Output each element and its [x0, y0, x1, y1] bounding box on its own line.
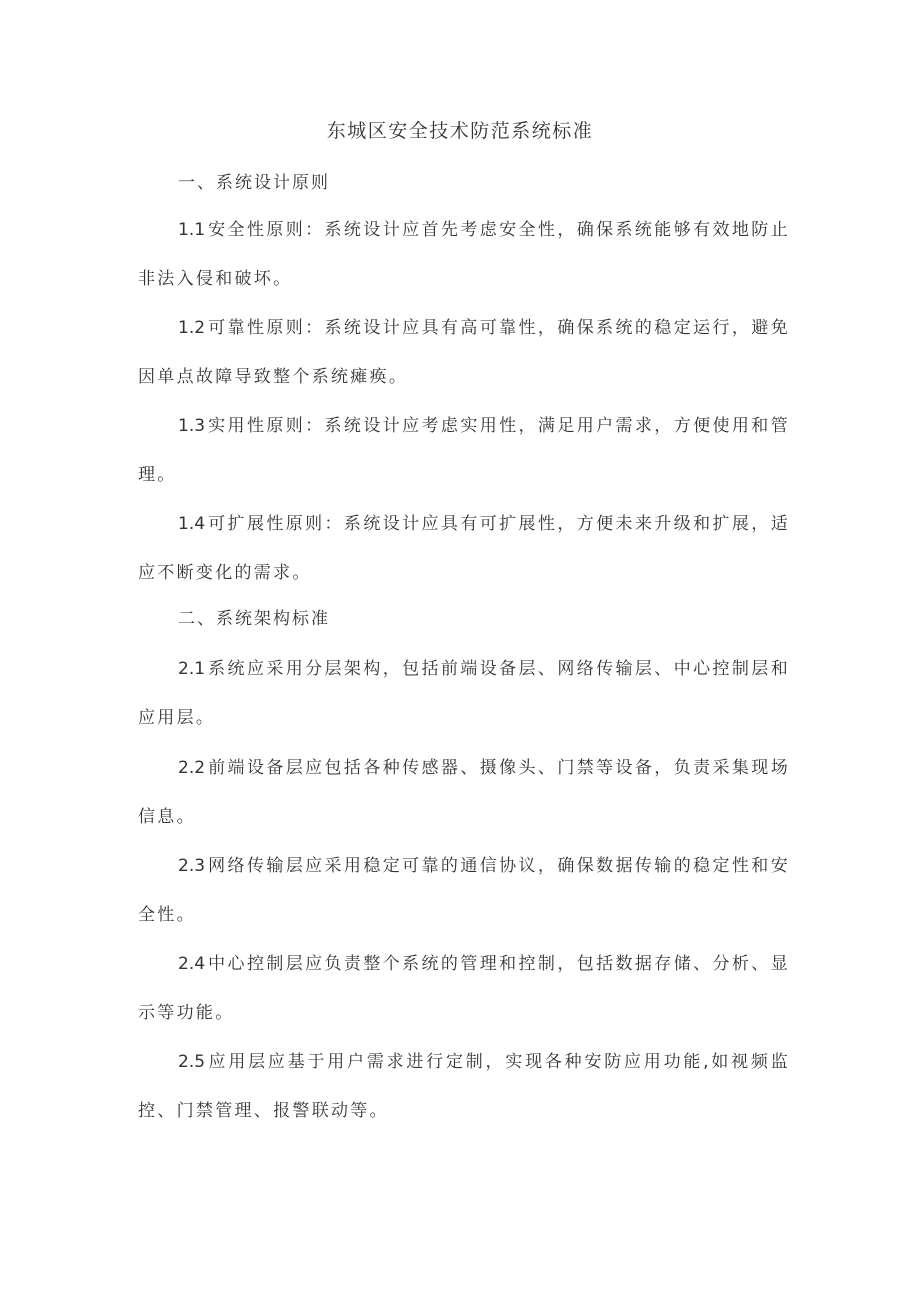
paragraph [138, 940, 790, 1038]
item-number: 1.1 [178, 220, 206, 240]
section-heading: 二、系统架构标准 [178, 609, 330, 629]
paragraph [138, 744, 790, 842]
item-text: 安全性原则：系统设计应首先考虑安全性，确保系统能够有效地防止非法入侵和破坏。 [138, 220, 790, 289]
item-number: 2.1 [178, 659, 206, 679]
paragraph [138, 645, 790, 743]
item-text: 网络传输层应采用稳定可靠的通信协议，确保数据传输的稳定性和安全性。 [138, 856, 790, 925]
item-text: 可靠性原则：系统设计应具有高可靠性，确保系统的稳定运行，避免因单点故障导致整个系统瘫痪。 [138, 318, 790, 387]
item-text: 实用性原则：系统设计应考虑实用性，满足用户需求，方便使用和管理。 [138, 416, 790, 485]
item-number: 1.4 [178, 514, 206, 534]
paragraph [138, 206, 790, 304]
item-text: 应用层应基于用户需求进行定制，实现各种安防应用功能,如视频监控、门禁管理、报警联动等。 [138, 1052, 790, 1121]
item-text: 前端设备层应包括各种传感器、摄像头、门禁等设备，负责采集现场信息。 [138, 758, 790, 827]
item-text: 可扩展性原则：系统设计应具有可扩展性，方便未来升级和扩展，适应不断变化的需求。 [138, 514, 790, 583]
section-heading: 一、系统设计原则 [178, 173, 330, 193]
item-number: 2.4 [178, 954, 206, 974]
paragraph [138, 842, 790, 940]
paragraph [138, 500, 790, 598]
paragraph [138, 1038, 790, 1136]
document-title: 东城区安全技术防范系统标准 [326, 120, 594, 142]
item-number: 1.3 [178, 416, 206, 436]
item-number: 1.2 [178, 318, 206, 338]
item-number: 2.3 [178, 856, 206, 876]
paragraph [138, 402, 790, 500]
item-number: 2.2 [178, 758, 206, 778]
item-text: 中心控制层应负责整个系统的管理和控制，包括数据存储、分析、显示等功能。 [138, 954, 790, 1023]
paragraph [138, 304, 790, 402]
item-text: 系统应采用分层架构，包括前端设备层、网络传输层、中心控制层和应用层。 [138, 659, 790, 728]
item-number: 2.5 [178, 1052, 206, 1072]
